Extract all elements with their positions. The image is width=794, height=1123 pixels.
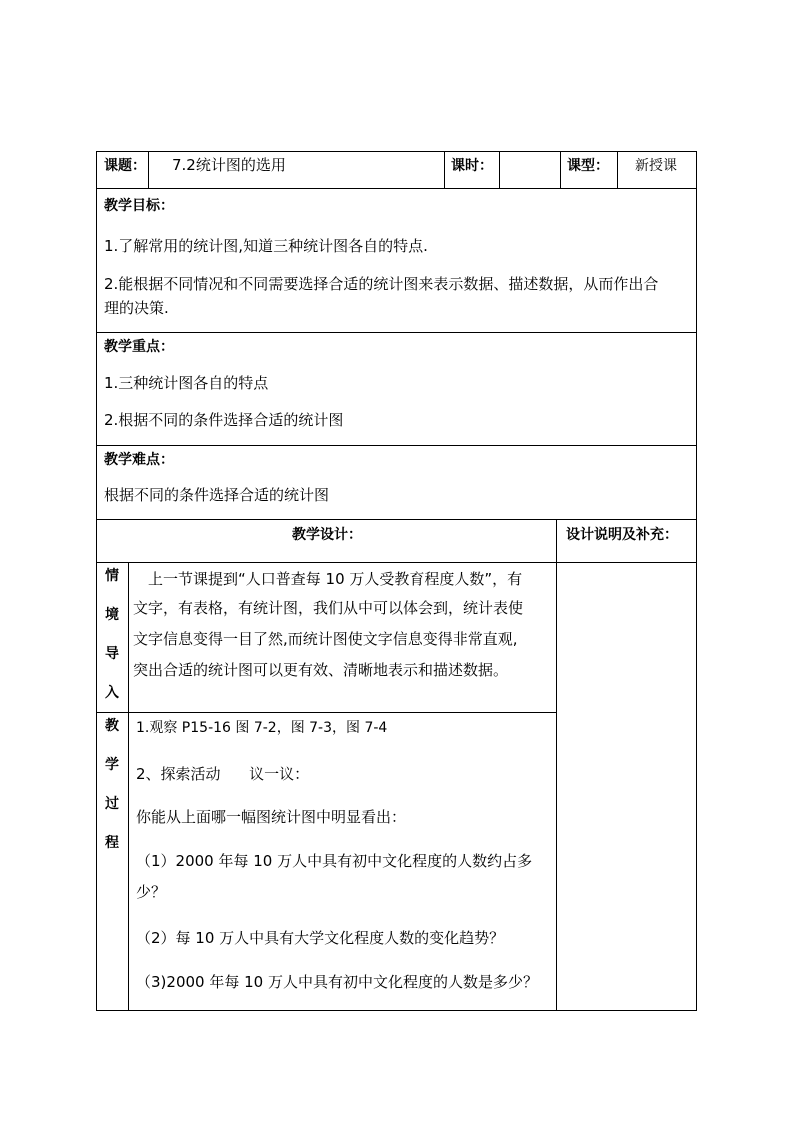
situation-label-char: 导 — [105, 646, 119, 662]
col-divider — [128, 562, 129, 1011]
process-label-char: 程 — [105, 835, 119, 851]
type-label: 课型： — [567, 158, 609, 174]
situation-text: 文字，有表格，有统计图，我们从中可以体会到，统计表使 — [133, 599, 524, 617]
situation-text: 文字信息变得一目了然,而统计图使文字信息变得非常直观, — [133, 630, 518, 648]
objective-item: 2.能根据不同情况和不同需要选择合适的统计图来表示数据、描述数据，从而作出合 — [104, 275, 659, 293]
hours-label: 课时： — [451, 158, 493, 174]
process-label-char: 学 — [105, 757, 119, 773]
type-value: 新授课 — [635, 158, 677, 174]
process-text: （3)2000 年每 10 万人中具有初中文化程度的人数是多少？ — [136, 973, 538, 991]
process-label — [102, 712, 122, 858]
situation-label-char: 入 — [105, 685, 119, 701]
col-divider — [556, 519, 557, 1011]
difficulties-title: 教学难点： — [104, 452, 174, 468]
process-text: （2）每 10 万人中具有大学文化程度人数的变化趋势？ — [136, 929, 505, 947]
key-point-item: 2.根据不同的条件选择合适的统计图 — [104, 411, 344, 429]
row-divider — [96, 562, 697, 563]
row-divider — [96, 712, 556, 713]
design-title: 教学设计： — [292, 527, 362, 543]
situation-label-char: 境 — [105, 607, 119, 623]
row-divider — [96, 188, 697, 189]
situation-text: 上一节课提到“人口普查每 10 万人受教育程度人数”，有 — [148, 570, 523, 588]
key-point-item: 1.三种统计图各自的特点 — [104, 374, 269, 392]
situation-text: 突出合适的统计图可以更有效、清晰地表示和描述数据。 — [133, 661, 509, 679]
objective-item-cont: 理的决策. — [104, 299, 169, 317]
process-text: 2、探索活动 议一议： — [136, 765, 310, 783]
col-divider — [617, 151, 618, 188]
process-text: 1.观察 P15-16 图 7-2，图 7-3，图 7-4 — [136, 720, 388, 736]
objective-item: 1.了解常用的统计图,知道三种统计图各自的特点. — [104, 237, 428, 255]
topic-label: 课题： — [104, 158, 146, 174]
key-points-title: 教学重点： — [104, 339, 174, 355]
topic-value: 7.2统计图的选用 — [172, 156, 286, 174]
row-divider — [96, 519, 697, 520]
col-divider — [499, 151, 500, 188]
process-text: （1）2000 年每 10 万人中具有初中文化程度的人数约占多 — [136, 852, 533, 870]
process-label-char: 过 — [105, 796, 119, 812]
objectives-title: 教学目标： — [104, 198, 174, 214]
col-divider — [560, 151, 561, 188]
col-divider — [148, 151, 149, 188]
difficulty-item: 根据不同的条件选择合适的统计图 — [104, 486, 330, 504]
situation-label — [102, 562, 122, 708]
situation-label-char: 情 — [105, 568, 119, 584]
row-divider — [96, 332, 697, 333]
process-text: 少？ — [136, 883, 167, 901]
row-divider — [96, 445, 697, 446]
col-divider — [444, 151, 445, 188]
process-text: 你能从上面哪一幅图统计图中明显看出： — [136, 808, 407, 826]
notes-title: 设计说明及补充： — [566, 527, 678, 543]
process-label-char: 教 — [105, 718, 119, 734]
